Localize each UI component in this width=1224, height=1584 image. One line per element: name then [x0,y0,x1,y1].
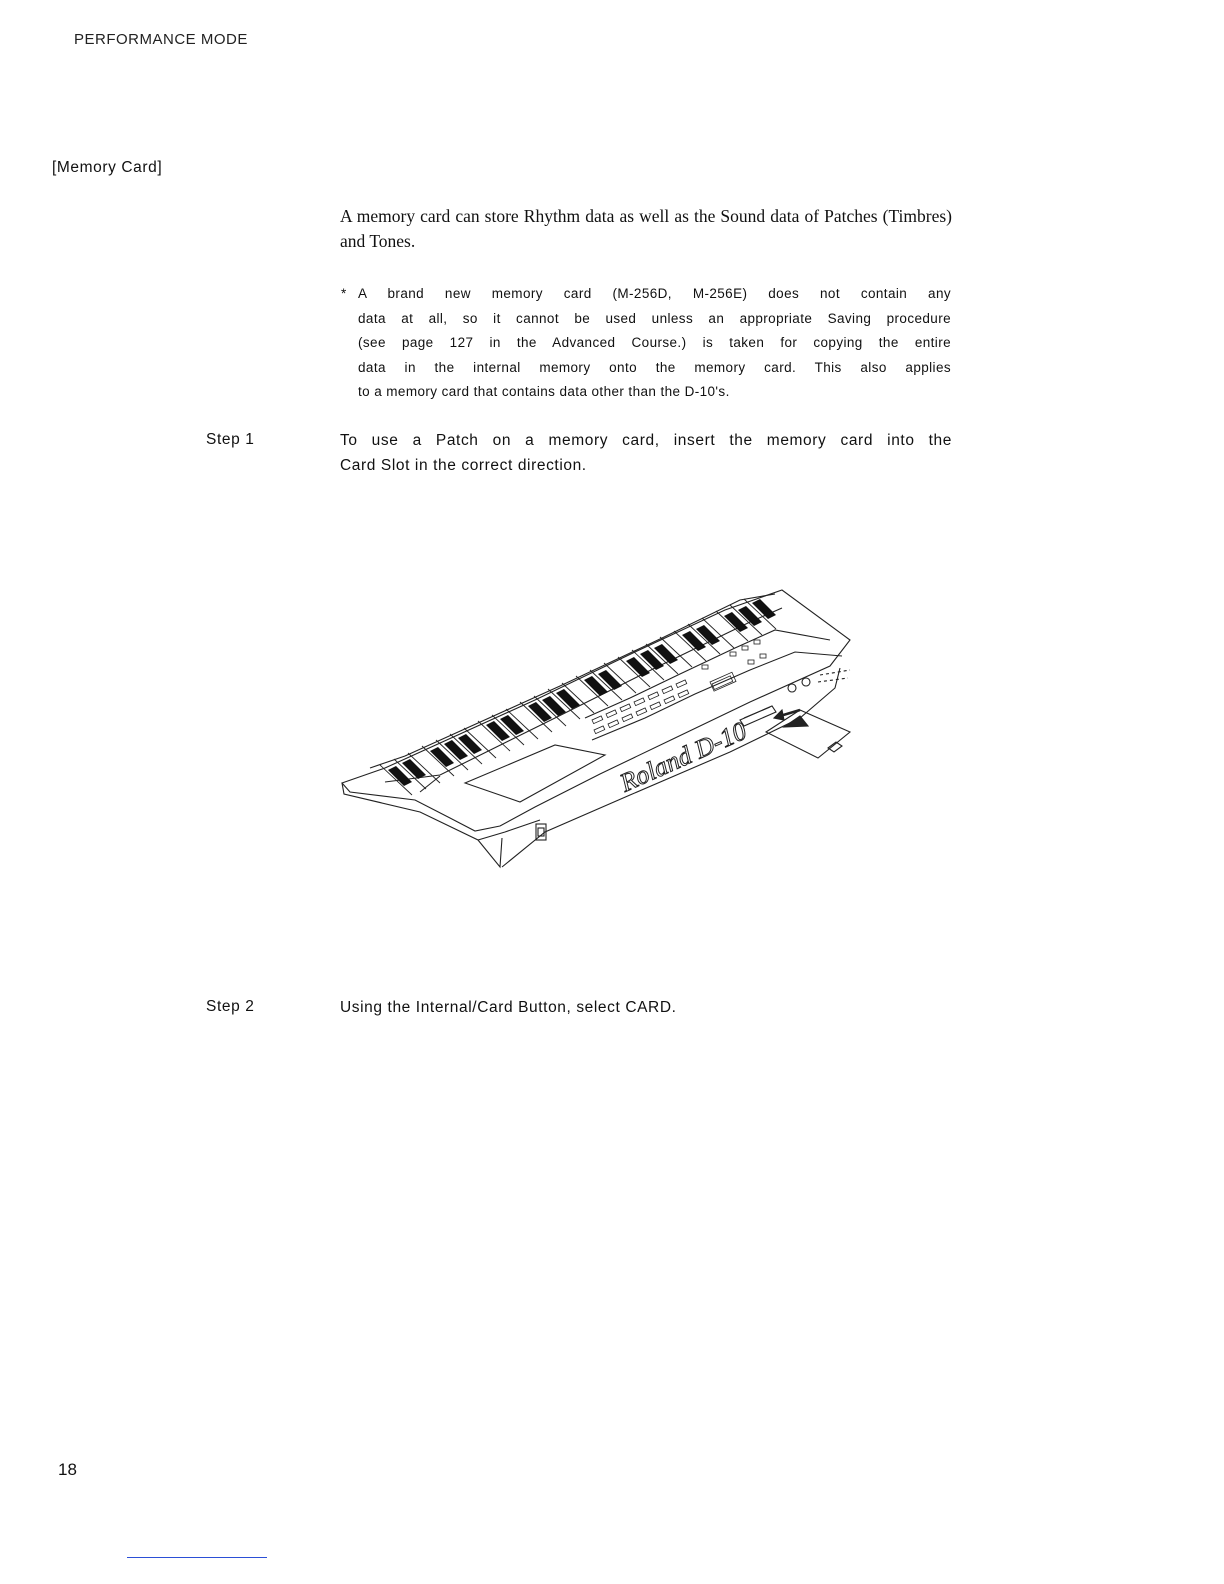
brand-logo: Roland D-10 [615,716,751,798]
step-2-text: Using the Internal/Card Button, select CARD. [340,999,677,1016]
intro-paragraph: A memory card can store Rhythm data as well as the Sound data of Patches (Timbres) and Tones. [340,206,952,251]
page-number: 18 [58,1460,77,1479]
step-2-label: Step 2 [206,998,255,1015]
step-1-label: Step 1 [206,431,255,448]
note-line-1: * A brand new memory card (M-256D, M-256E) does not contain any [341,282,951,307]
note-asterisk: * [341,286,347,301]
running-header: PERFORMANCE MODE [74,31,248,48]
section-title: [Memory Card] [52,159,163,176]
keyboard-illustration [330,570,870,890]
step-1-line-2: Card Slot in the correct direction. [340,457,587,474]
note-block [341,282,951,405]
step-1-text [340,428,952,478]
note-line-5: to a memory card that contains data other than the D-10's. [358,384,730,400]
bottom-rule [127,1557,267,1558]
note-line-3: (see page 127 in the Advanced Course.) is taken for copying the entire [358,335,951,351]
step-1-line-1: To use a Patch on a memory card, insert the memory card into the [340,432,952,449]
note-line-2: data at all, so it cannot be used unless an appropriate Saving procedure [358,310,951,326]
note-line-4: data in the internal memory onto the memory card. This also applies [358,359,951,375]
